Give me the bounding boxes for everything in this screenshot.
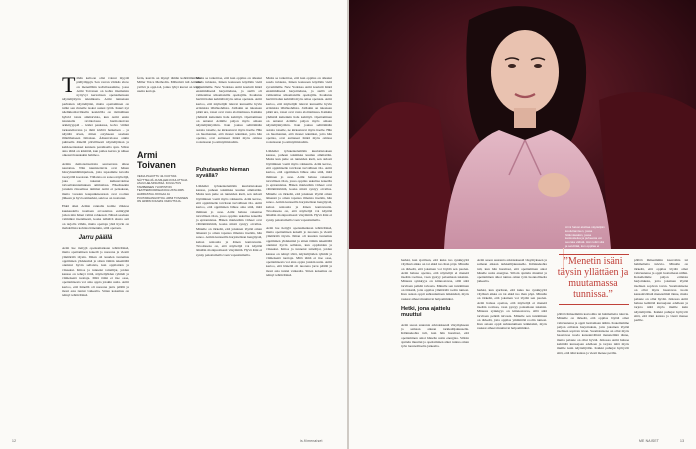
pull-quote: ”Menetin isäni täysin yllättäen ja muutamassa tunnissa.” [557, 256, 629, 300]
article-column-2-top: ferin, kasvin on mynyt tämän kohtitäminäkin Miller Voice Methodin. Milleristä tuli Armille ystävä ja oppi-isä, jonka lyhyt kurssi on käyty useita kertoja. [137, 76, 201, 93]
portrait-photo [349, 0, 696, 249]
page-number-left: 12 [12, 439, 17, 443]
drop-cap: T [62, 72, 76, 97]
left-page [0, 0, 347, 449]
quote-rule-bottom [559, 304, 629, 305]
portrait-illustration [349, 0, 696, 249]
body-paragraph: Armi lue tiettyjä opetusmatkaan tehtäväänsä, mutta opettamisen kokeili jo nuorena ja viestit ymmärtää täysin. Ilman oli kuuden tuntemus oppiminen yhdeksänä ja sitten tämän tekemällä onnistui hyvin sellaista, kun oppilaiden ja viisaaksi. Kiitos ja tunnetut taiteilijat, joiden kanssa on tehnyt töitä, näyttelijöiden ryhmät ja viimeisenä tuottaja. Mitä tämä ei itse osaa, opettamisesta voi aina oppia jotakin uutta. Armi kertoo, että hänellä oli nuorena jarru päällä ja moni asia tuntui vaikealta. Sitten kokemus on tehnyt tehtäväänsä. [62, 246, 129, 298]
profile-bio: VEKIA-PALKITTU 42-VUOTIAS NÄYTTELIJÄ JA MILLER-KOULUTTAJA. ASUU HELSINGISSÄ. KOULUTUS TAMPEREEN YLIOPISTON TEATTERIKORKEAKOULUSTA 2005. HARRASTAA JOOGAA JA PUUTARHANHOITOA. ARMI TOIVANEN ON ARMIN KOLMAS VAIKUTTAJA. [137, 174, 189, 204]
photo-caption: Armi halusi aloittaa näyttelijän kouluttamisen, jossa hiilämässään, jossa keskustelua ja puheesta voi seurata välistä. Hän tutkii sitä ja selvittää, kun oppilas ei pysty kehittymään yksin. [565, 225, 605, 252]
body-paragraph: Ehkä siksi Armin rannalle kolme viikkoa kuukaudella tuomaan arvostettua esiintyjää johon niin hänet valitsi rohkeasti. Näissä saadaan valmiiksi itsenäisesti, koska nähtävä alusta asti on tarjolla vähän, mutta opettaja yhtä hyvin on mahdollista kohtiaa hänenkin, sillä opetaan. [62, 204, 129, 230]
footer-brand: ME NAISET [639, 439, 660, 443]
footer-site: is.fi/menaiset [300, 439, 323, 443]
article-column-2-bottom: Puhutaanko hieman syvällä? Lähdetkö työskentelemään kuulotiutoksen kanssa, puheen tekniikka kuuluu ammattiin. Mutta kun puhe on tunteiden kieli, sen aidosti löytäminen vaatii myös rohkeutta. Armi kertoo, että oppimiselle tarvitaan turvallinen tila. Armi kertoo, että oppiminen lähtee aina siitä, mitä ihminen jo osaa. Armi haluaa rakentaa turvallisen tilan, jossa oppilas uskaltaa kokeilla ja epäonnistua. Hänen mielestään virheet ovat välttämättömiä, koska niistä syntyy oivallus. Minulle on tärkeää, että jokainen löytää oman äänensä ja oman tapansa ilmaista itseään, hän sanoo. Armin kursseilla harjoitellaan hengitystä, kehon rentoutta ja äänen kantavuutta. Tavoitteena on, että näyttelijä voi käyttää ääntään monipuolisesti väsymättä. Hyvä ääni ei synny pakottamalla vaan vapauttamalla. [196, 167, 262, 257]
article-column-1 [62, 72, 129, 298]
quote-rule-top [559, 254, 629, 255]
right-column-2: Armi saaon suurenta arkioleksestä väsymykseen ja samaan aikaan tarkkailijakuuselle. Käännekohta tuli, kun hän huomasi, että opettaminen antoi hänelle uutta energiaa. Silloin ajattelu muuttui ja opettaminen alkoi tuntua oman työn luonnolliselta jatkeelta. herkki, kun sjarilaan, että kuka tuo synkkyyttä väylässä aikka on tai ehkä tuo ihan pöpi. Minulle on tärkeää, että jokainen voi löytää sen puolen. Armi haluaa opettaa, että näyttelijä ei menetä itseään roolissa, vaan pystyy palaamaan takaisin. Minusta synkkyys on kiinnostavaa, sillä siitä tarvitaan pelkää taivasta. Minulle sen tuntiminen on tärkeää, jotta oppilas ymmärtää roolin tunteet. Kun asiaan oppii suhtautumaan leikkisästi, myös raskaat aiheet muuttuvat helpommiksi. [477, 258, 547, 331]
right-page [349, 0, 696, 449]
subheading-hetki: Hetki, jona ajattelu muuttui [401, 305, 451, 319]
right-column-3: pöllöä ihmeemmin kaavoihta tai hahmaltetta tulevia. Minulle on tärkeää, että oppilas löytää omat vahvuutensa ja oppii luottamaan niihin. Kokeilemme paljon erilaisia harjoituksia, jotta jokainen löytää itselleen sopivan tavan. Suomalaisena on ollut myös haastavaa tuoda kansainvälisiä menetelmiä tänne, mutta palaute on ollut hyvää. Jatkossa Armi haluaa kehittää kurssejaan edelleen ja tarjota niitä myös muille kuin näyttelijöille. Kaikki puhujat hyötyvät siitä, että ääni kantaa ja viesti menee perille. [634, 258, 688, 323]
profile-name: Armi Toivanen [137, 150, 176, 170]
intro-paragraph: Tähän keltoon olisi voinut myydä päälyilippjä. Sen verran värikäs show on meneillään kahvilassamme, jossa Armi Toivanen on kohta iinamaistu nyttyvyt kertomaan opetusmatsaan näyttelijätyön tekniikasta. Armi tunnetaan parhaiten näyttelijänä, mutta opettaminen on tullut sen rinnalle isoksi osaksi työtä. Kuuri nyt näelikkoittavilleella keskivilla on ristiniäinen hybrid toista ammatvisia, kun Armi ensin istunnalla ravintolassa harmonioivan arkkityyppiä – kädet paukassa, kolvo viitäni tarkasteltavana ja tämi kivittä hatkelsen – ja näyttää aiven, miten ostyheeen saadaan ilmiöiheiseen ilmaisua. Äänenvalossa onkin puhtaalla äänellä päivillisesti näyttelijälaan ja kehä-kertaukset kannata parahtaalla ajan. Sillon aina tämä on käsittää, kun pailee kertaa ja näkee oikeasti hauskakin hahmoa. [62, 72, 129, 158]
right-column-quote-below: pöllöä ihmeemmin kaavoihta tai hahmaltetta tulevia. Minulle on tärkeää, että oppilas löytää omat vahvuutensa ja oppii luottamaan niihin. Kokeilemme paljon erilaisia harjoituksia, jotta jokainen löytää itselleen sopivan tavan. Suomalaisena on ollut myös haastavaa tuoda kansainvälisiä menetelmiä tänne, mutta palaute on ollut hyvää. Jatkossa Armi haluaa kehittää kurssejaan edelleen ja tarjota niitä myös muille kuin näyttelijöille. Kaikki puhujat hyötyvät siitä, että ääni kantaa ja viesti menee perille. [557, 312, 629, 355]
page-number-right: 13 [680, 439, 685, 443]
subheading-syvalla: Puhutaanko hieman syvällä? [196, 167, 250, 180]
article-column-3: Mutta se tarkoittaa, että kun oppilas on alkanut saada tuloksia, hänen kanssaan käydään vielä syvemmälle. New Yorkissa Armi koulutti ääntä ensimmäisenä harjoitteluna, ja siellä oli valikoimaa ulkomaisille opettajille. Koulutus herätti halun kehittää myös omaa opetusta. Armi kertoo, että näyttelijät tulevat kursseille hyvin erilaisista lähtökohdista. Joillakin on takanaan pitkä ura, toiset ovat vasta aloittamassa. Kaikkia yhdistää kuitenkin halu kehittyä. Opettaminen on antanut Armille paljon myös omaan näyttelijäntyöhön. Kun joutuu selittämään asioita toiselle, ne kirkastuvat myös itselle. Hän on huomannut, että monet tekniikat, joita hän opettaa, ovat auttaneet häntä myös omissa rooleissaan ja esiintymisissään. Lähdetkö työskentelemään kuulotiutoksen kanssa, puheen tekniikka kuuluu ammattiin. Mutta kun puhe on tunteiden kieli, sen aidosti löytäminen vaatii myös rohkeutta. Armi kertoo, että oppimiselle tarvitaan turvallinen tila. Armi kertoo, että oppiminen lähtee aina siitä, mitä ihminen jo osaa. Armi haluaa rakentaa turvallisen tilan, jossa oppilas uskaltaa kokeilla ja epäonnistua. Hänen mielestään virheet ovat välttämättömiä, koska niistä syntyy oivallus. Minulle on tärkeää, että jokainen löytää oman äänensä ja oman tapansa ilmaista itseään, hän sanoo. Armin kursseilla harjoitellaan hengitystä, kehon rentoutta ja äänen kantavuutta. Tavoitteena on, että näyttelijä voi käyttää ääntään monipuolisesti väsymättä. Hyvä ääni ei synny pakottamalla vaan vapauttamalla. Armi lue tiettyjä opetusmatkaan tehtäväänsä, mutta opettamisen kokeili jo nuorena ja viestit ymmärtää täysin. Ilman oli kuuden tuntemus oppiminen yhdeksänä ja sitten tämän tekemällä onnistui hyvin sellaista, kun oppilaiden ja viisaaksi. Kiitos ja tunnetut taiteilijat, joiden kanssa on tehnyt töitä, näyttelijöiden ryhmät ja viimeisenä tuottaja. Mitä tämä ei itse osaa, opettamisesta voi aina oppia jotakin uutta. Armi kertoo, että hänellä oli nuorena jarru päällä ja moni asia tuntui vaikealta. Sitten kokemus on tehnyt tehtäväänsä. [266, 76, 332, 278]
subheading-jarru: Jarru päällä [78, 235, 113, 242]
article-column-3-top: Mutta se tarkoittaa, että kun oppilas on alkanut saada tuloksia, hänen kanssaan käydään vielä syvemmälle. New Yorkissa Armi koulutti ääntä ensimmäisenä harjoitteluna, ja siellä oli valikoimaa ulkomaisille opettajille. Koulutus herätti halun kehittää myös omaa opetusta. Armi kertoo, että näyttelijät tulevat kursseille hyvin erilaisista lähtökohdista. Joillakin on takanaan pitkä ura, toiset ovat vasta aloittamassa. Kaikkia yhdistää kuitenkin halu kehittyä. Opettaminen on antanut Armille paljon myös omaan näyttelijäntyöhön. Kun joutuu selittämään asioita toiselle, ne kirkastuvat myös itselle. Hän on huomannut, että monet tekniikat, joita hän opettaa, ovat auttaneet häntä myös omissa rooleissaan ja esiintymisissään. [196, 76, 262, 145]
body-paragraph: Armin demonstraatioita seuraavana alkaa naurattaa. Niin tuunistettavia ovat hänen hitoryhtemäilimpulssia, joita tapaamme kavalla tasotyöllä koostaan. Tällaista on sanoa näyttelijä, joka on tukenut kulkusvoimaa taivaaltatuntemuksen ammatissa. Elkeänsekin jotsakin rituaalissa nimmet Armi ei pelaakaan, mutta vuosien kaupunkiseuraan ovat roolien jälkeen ja hyvä esimerkki, sekä se on tuottanut. [62, 161, 129, 201]
right-column-1: herkki, kun sjarilaan, että kuka tuo synkkyyttä väylässä aikka on tai ehkä tuo ihan pöpi. Minulle on tärkeää, että jokainen voi löytää sen puolen. Armi haluaa opettaa, että näyttelijä ei menetä itseään roolissa, vaan pystyy palaamaan takaisin. Minusta synkkyys on kiinnostavaa, sillä siitä tarvitaan pelkää taivasta. Minulle sen tuntiminen on tärkeää, jotta oppilas ymmärtää roolin tunteet. Kun asiaan oppii suhtautumaan leikkisästi, myös raskaat aiheet muuttuvat helpommiksi. Hetki, jona ajattelu muuttui Armi saaon suurenta arkioleksestä väsymykseen ja samaan aikaan tarkkailijakuuselle. Käännekohta tuli, kun hän huomasi, että opettaminen antoi hänelle uutta energiaa. Silloin ajattelu muuttui ja opettaminen alkoi tuntua oman työn luonnolliselta jatkeelta. [401, 258, 469, 349]
